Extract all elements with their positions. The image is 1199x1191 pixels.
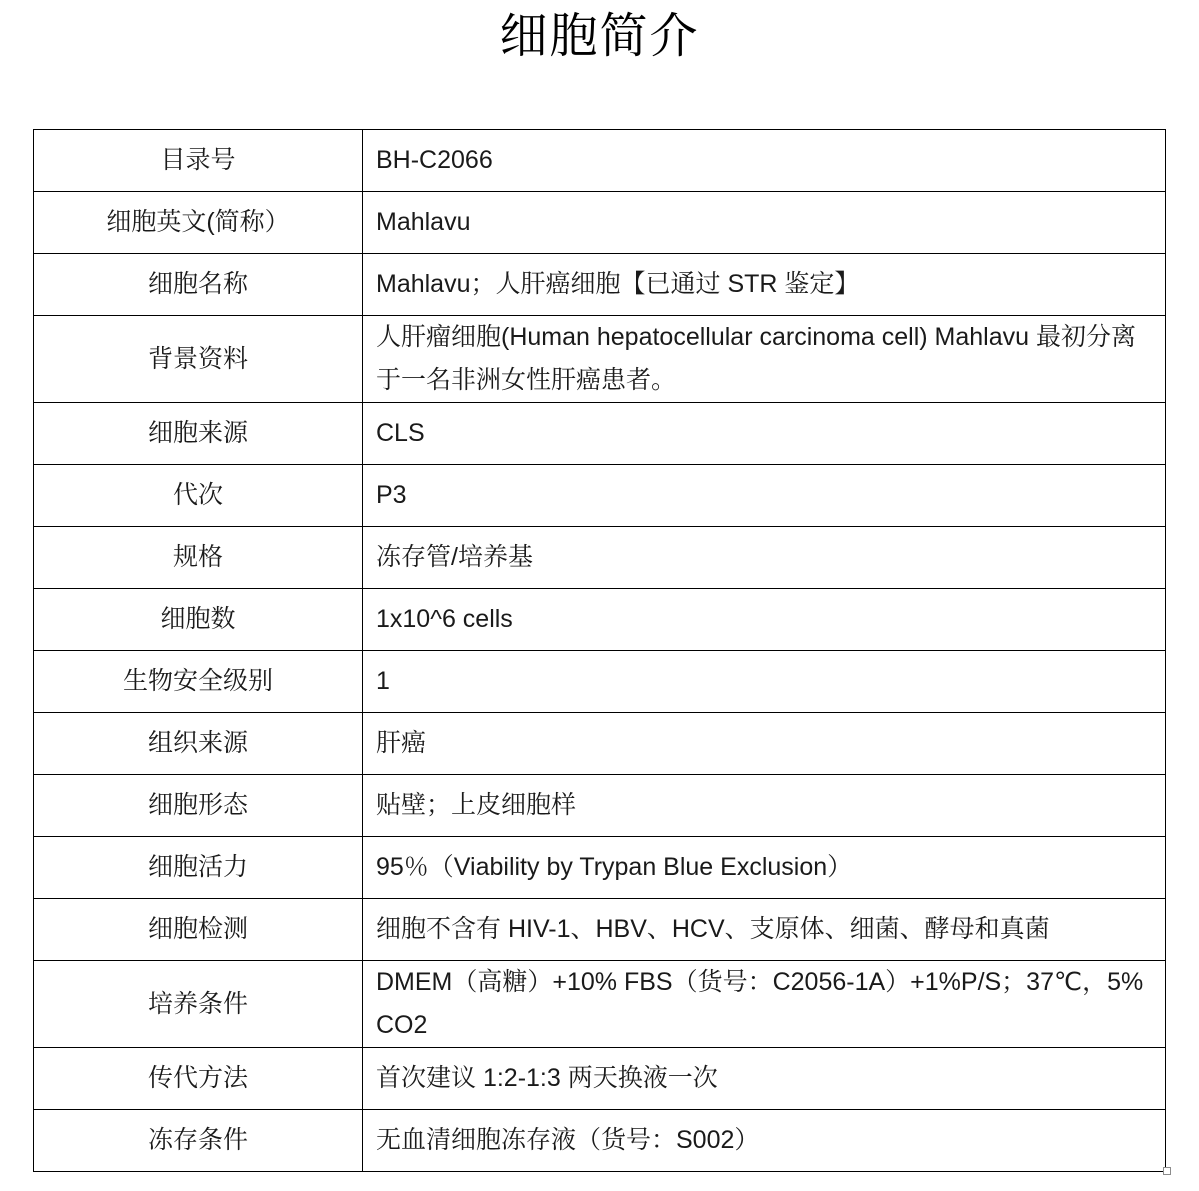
row-value: P3	[363, 465, 1166, 527]
table-row	[34, 837, 1166, 899]
table-row	[34, 589, 1166, 651]
cell-info-table	[33, 129, 1166, 1172]
row-value: 细胞不含有 HIV-1、HBV、HCV、支原体、细菌、酵母和真菌	[363, 899, 1166, 961]
row-label: 细胞形态	[34, 775, 363, 837]
row-value: 首次建议 1:2-1:3 两天换液一次	[363, 1048, 1166, 1110]
table-row	[34, 713, 1166, 775]
table-resize-handle[interactable]	[1163, 1167, 1171, 1175]
table-row	[34, 899, 1166, 961]
table-row	[34, 961, 1166, 1048]
row-value: DMEM（高糖）+10% FBS（货号：C2056-1A）+1%P/S；37℃，5% CO2	[363, 961, 1166, 1048]
row-value: 95％（Viability by Trypan Blue Exclusion）	[363, 837, 1166, 899]
row-value: 人肝瘤细胞(Human hepatocellular carcinoma cell) Mahlavu 最初分离于一名非洲女性肝癌患者。	[363, 316, 1166, 403]
row-value: Mahlavu	[363, 192, 1166, 254]
row-value: 1	[363, 651, 1166, 713]
row-value: Mahlavu；人肝癌细胞【已通过 STR 鉴定】	[363, 254, 1166, 316]
table-row	[34, 1048, 1166, 1110]
row-label: 细胞名称	[34, 254, 363, 316]
table-row	[34, 465, 1166, 527]
row-value: BH-C2066	[363, 130, 1166, 192]
cell-info-table-body	[34, 130, 1166, 1172]
row-label: 培养条件	[34, 961, 363, 1048]
page-title: 细胞简介	[499, 8, 700, 64]
table-row	[34, 192, 1166, 254]
row-value: 无血清细胞冻存液（货号：S002）	[363, 1110, 1166, 1172]
table-row	[34, 316, 1166, 403]
table-row	[34, 651, 1166, 713]
row-label: 细胞数	[34, 589, 363, 651]
row-label: 细胞活力	[34, 837, 363, 899]
row-label: 生物安全级别	[34, 651, 363, 713]
row-label: 背景资料	[34, 316, 363, 403]
row-value: 冻存管/培养基	[363, 527, 1166, 589]
row-value: 贴壁；上皮细胞样	[363, 775, 1166, 837]
row-label: 组织来源	[34, 713, 363, 775]
table-row	[34, 254, 1166, 316]
row-label: 目录号	[34, 130, 363, 192]
row-label: 规格	[34, 527, 363, 589]
table-row	[34, 403, 1166, 465]
row-label: 代次	[34, 465, 363, 527]
row-value: 肝癌	[363, 713, 1166, 775]
row-label: 细胞来源	[34, 403, 363, 465]
row-label: 细胞检测	[34, 899, 363, 961]
row-value: 1x10^6 cells	[363, 589, 1166, 651]
table-row	[34, 527, 1166, 589]
row-label: 传代方法	[34, 1048, 363, 1110]
row-label: 细胞英文(简称）	[34, 192, 363, 254]
table-row	[34, 130, 1166, 192]
row-value: CLS	[363, 403, 1166, 465]
table-row	[34, 1110, 1166, 1172]
row-label: 冻存条件	[34, 1110, 363, 1172]
table-row	[34, 775, 1166, 837]
